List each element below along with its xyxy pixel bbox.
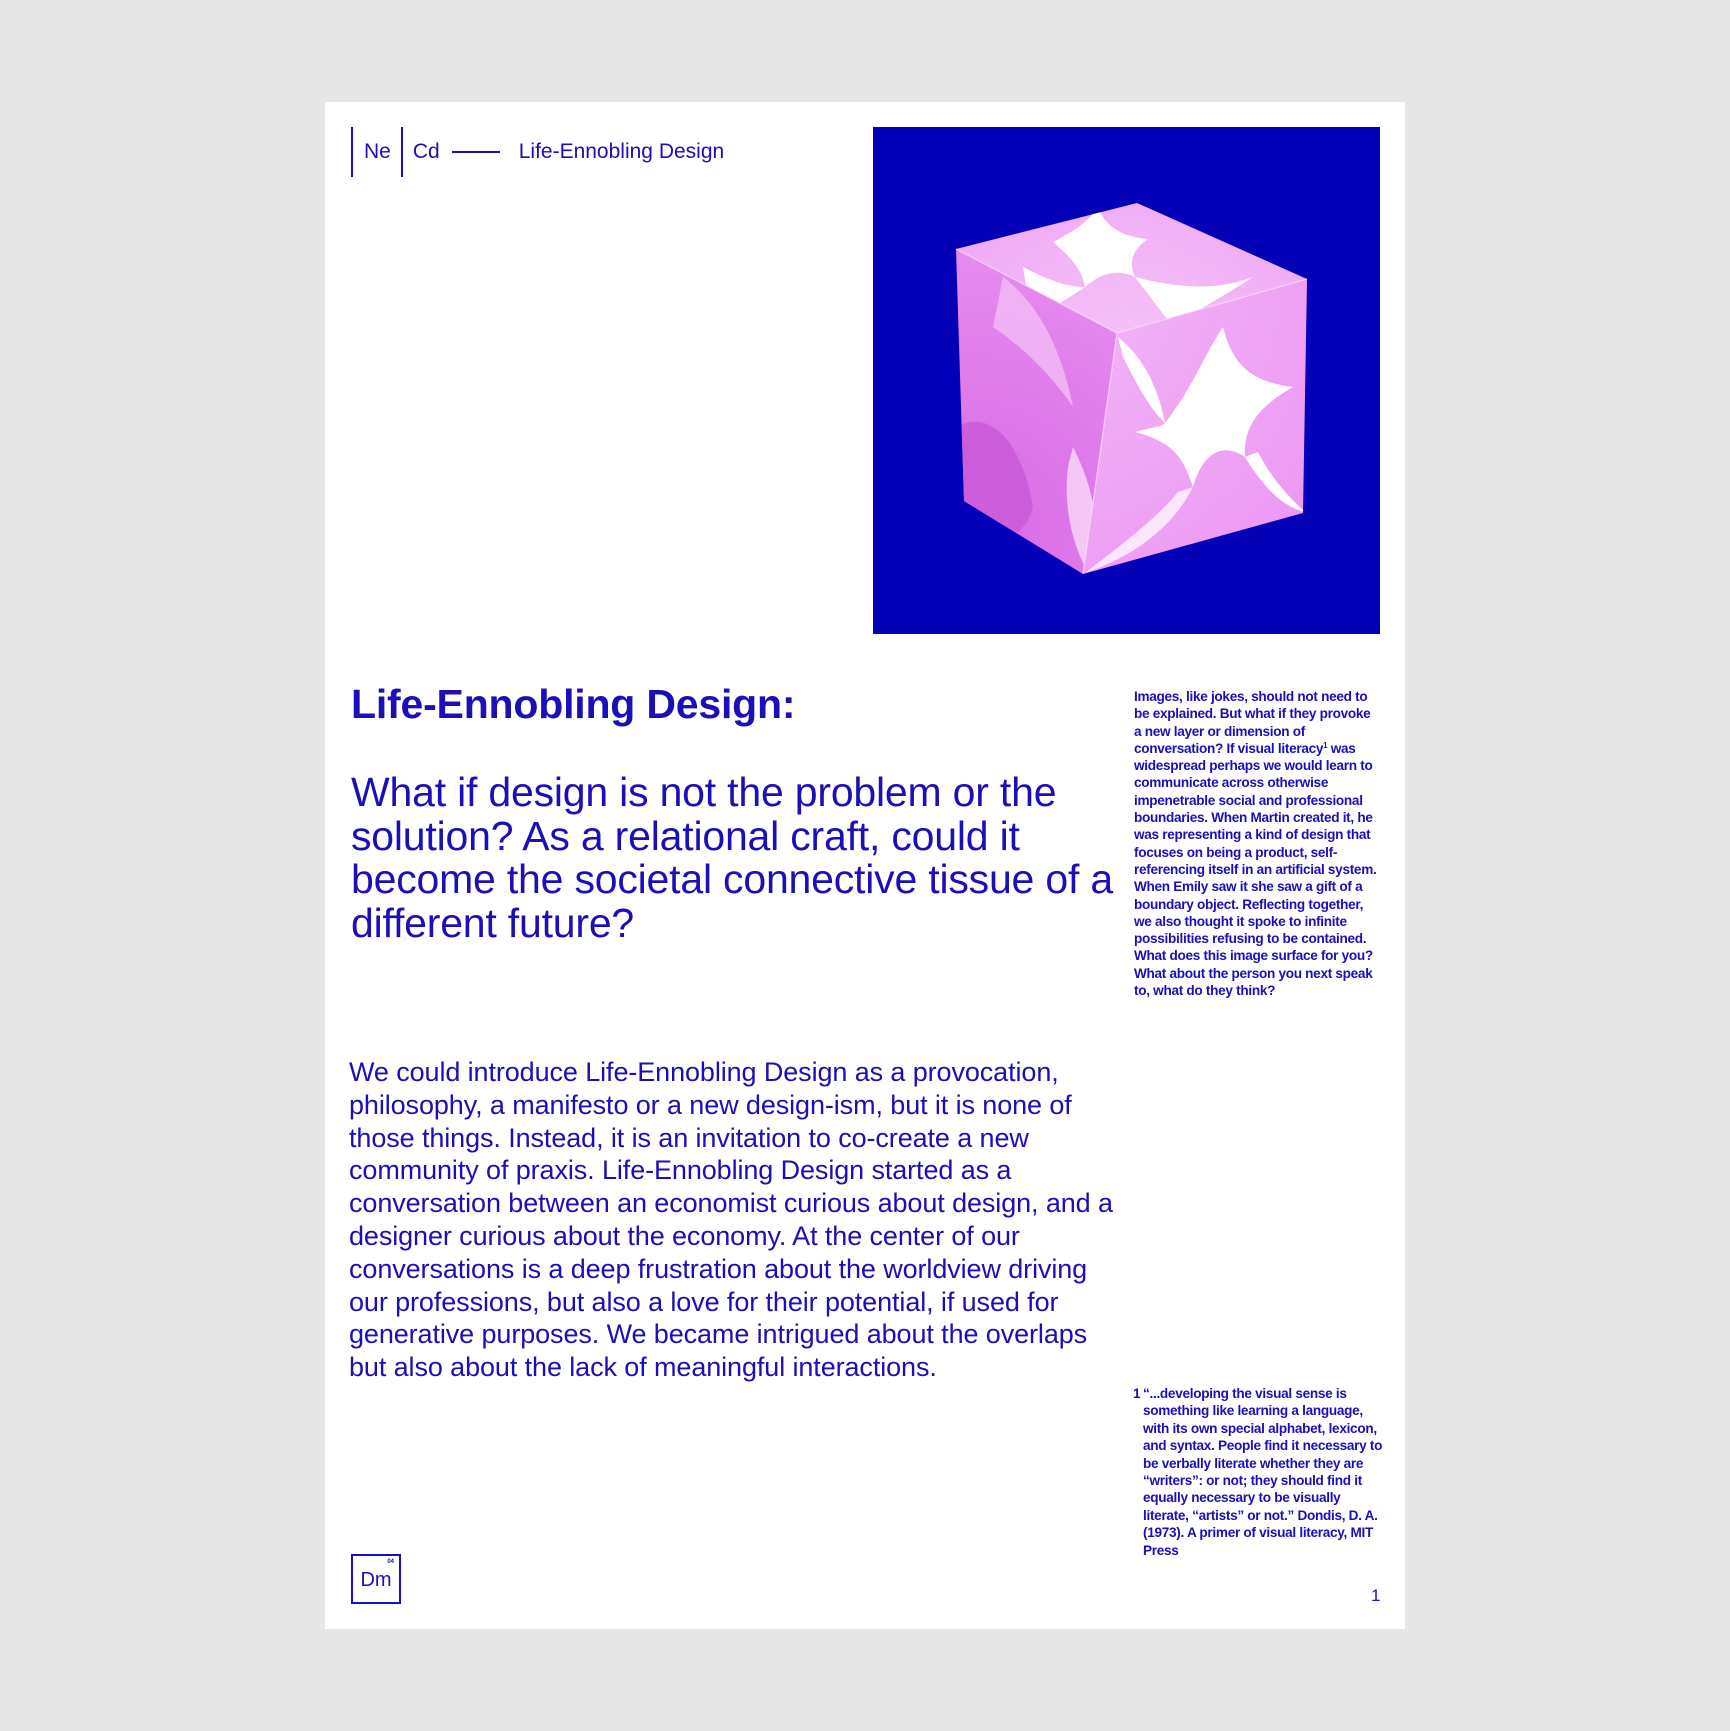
side-note-text-1: Images, like jokes, should not need to be explained. But what if they provoke a new layer or dimension of conversation? If visual literacy — [1134, 689, 1371, 756]
page-number: 1 — [1371, 1586, 1381, 1605]
document-page — [325, 102, 1405, 1629]
logo-number: 04 — [387, 1559, 394, 1565]
header-rule — [452, 151, 500, 153]
cube-right-face — [873, 127, 1380, 634]
cube-illustration — [873, 127, 1380, 634]
header-cell-cd: Cd — [412, 140, 440, 163]
header-title: Life-Ennobling Design — [518, 140, 725, 163]
article-question: What if design is not the problem or the solution? As a relational craft, could it become the societal connective tissue of a different future? — [351, 769, 1113, 946]
footnote — [1133, 1385, 1383, 1559]
footnote-text: “...developing the visual sense is something like learning a language, with its own special alphabet, lexicon, and syntax. People find it necessary to be verbally literate whether they are “writers”: or not; they should find it equally necessary to be visually literate, “artists” or not.” Dondis, D. A. (1973). A primer of visual literacy, MIT Press — [1143, 1386, 1383, 1558]
article-title: Life-Ennobling Design: — [351, 681, 796, 727]
footnote-number: 1 — [1133, 1386, 1141, 1401]
body-paragraph: We could introduce Life-Ennobling Design as a provocation, philosophy, a manifesto or a new design-ism, but it is none of those things. Instead, it is an invitation to co-create a new community of praxis. Life-Ennobling Design started as a conversation between an economist curious about design, and a designer curious about the economy. At the center of our conversations is a deep frustration about the worldview driving our professions, but also a love for their potential, if used for generative purposes. We became intrigued about the overlaps but also about the lack of meaningful interactions. — [349, 1057, 1113, 1383]
header-bar — [351, 127, 724, 177]
side-note — [1134, 688, 1380, 999]
header-cell-ne: Ne — [364, 140, 391, 163]
element-logo — [351, 1554, 401, 1604]
cube-graphic — [873, 127, 1380, 634]
side-note-text-2: was widespread perhaps we would learn to communicate across otherwise impenetrable social and professional boundaries. When Martin created it, he was representing a kind of design that focuses on being a product, self-referencing itself in an artificial system. When Emily saw it she saw a gift of a boundary object. Reflecting together, we also thought it spoke to infinite possibilities refusing to be contained. What does this image surface for you? What about the person you next speak to, what do they think? — [1134, 740, 1377, 999]
footnote-reference[interactable]: 1 — [1323, 740, 1328, 750]
logo-symbol: Dm — [360, 1569, 392, 1591]
